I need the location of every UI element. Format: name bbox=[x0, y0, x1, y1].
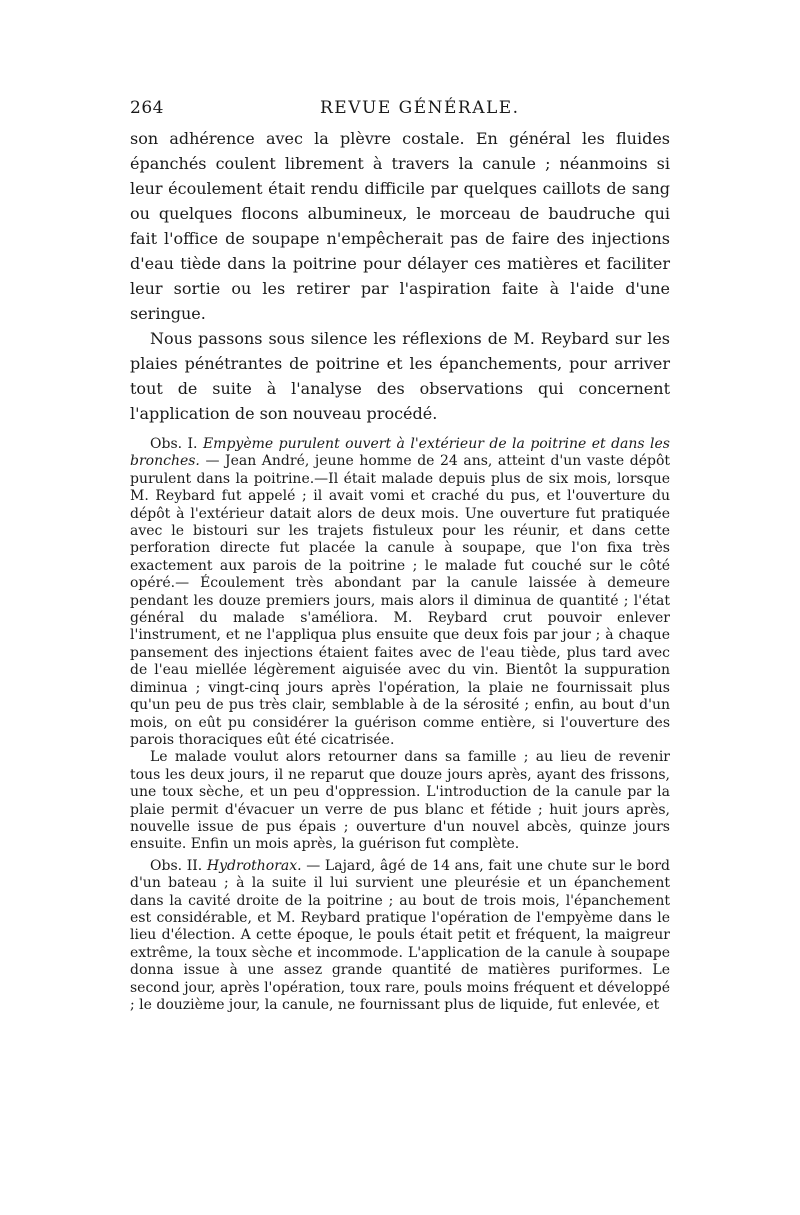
body-text bbox=[130, 126, 670, 1014]
obs2-title: Hydrothorax. bbox=[206, 857, 302, 874]
obs2-label: Obs. II. bbox=[150, 857, 203, 874]
obs1-title: Empyème purulent ouvert à l'extérieur de la poitrine et dans les bronches. bbox=[130, 436, 670, 470]
paragraph-continuation: son adhérence avec la plèvre costale. En général les fluides épanchés coulent librement à travers la canule ; néanmoins si leur écoulement était rendu difficile par quelques caillots de sang ou quelques flocons albumineux, le morceau de baudruche qui fait l'office de soupape n'empêcherait pas de faire des injections d'eau tiède dans la poitrine pour délayer ces matières et faciliter leur sortie ou les retirer par l'aspiration faite à l'aide d'une seringue. bbox=[130, 129, 670, 323]
observation-2 bbox=[130, 858, 670, 1015]
obs2-text: — Lajard, âgé de 14 ans, fait une chute sur le bord d'un bateau ; à la suite il lui survient une pleurésie et un épanchement dans la cavité droite de la poitrine ; au bout de trois mois, l'épanchement est considérable, et M. Reybard pratique l'opération de l'empyème dans le lieu d'élection. A cette époque, le pouls était petit et fréquent, la maigreur extrême, la toux sèche et incommode. L'application de la canule à soupape donna issue à une assez grande quantité de matières puriformes. Le second jour, après l'opération, toux rare, pouls moins fréquent et développé ; le douzième jour, la canule, ne fournissant plus de liquide, fut enlevée, et bbox=[130, 857, 671, 1013]
obs1-label: Obs. I. bbox=[150, 436, 198, 452]
obs1-text: — Jean André, jeune homme de 24 ans, atteint d'un vaste dépôt purulent dans la poitrine.—Il était malade depuis plus de six mois, lorsque M. Reybard fut appelé ; il avait vomi et craché du pus, et l'ouverture du dépôt à l'extérieur datait alors de deux mois. Une ouverture fut pratiquée avec le bistouri sur les trajets fistuleux pour les réunir, et dans cette perforation directe fut placée la canule à soupape, que l'on fixa très exactement aux parois de la poitrine ; le malade fut couché sur le côté opéré.— Écoulement très abondant par la canule laissée à demeure pendant les douze premiers jours, mais alors il diminua de quantité ; l'état général du malade s'améliora. M. Reybard crut pouvoir enlever l'instrument, et ne l'appliqua plus ensuite que deux fois par jour ; à chaque pansement des injections étaient faites avec de l'eau tiède, plus tard avec de l'eau miellée légèrement aiguisée avec du vin. Bientôt la suppuration diminua ; vingt-cinq jours après l'opération, la plaie ne fournissait plus qu'un peu de pus très clair, semblable à de la sérosité ; enfin, au bout d'un mois, on eût pu considérer la guérison comme entière, si l'ouverture des parois thoraciques eût été cicatrisée. bbox=[130, 453, 671, 748]
running-title: REVUE GÉNÉRALE. bbox=[320, 98, 520, 118]
page-number: 264 bbox=[130, 98, 164, 118]
observation-1-continued: Le malade voulut alors retourner dans sa famille ; au lieu de revenir tous les deux jours, il ne reparut que douze jours après, ayant des frissons, une toux sèche, et un peu d'oppression. L'introduction de la canule par la plaie permit d'évacuer un verre de pus blanc et fétide ; huit jours après, nouvelle issue de pus épais ; ouverture d'un nouvel abcès, quinze jours ensuite. Enfin un mois après, la guérison fut complète. bbox=[130, 749, 670, 853]
spacer bbox=[130, 426, 670, 436]
paragraph-reflexions: Nous passons sous silence les réflexions de M. Reybard sur les plaies pénétrantes de poitrine et les épanchements, pour arriver tout de suite à l'analyse des observations qui concernent l'application de son nouveau procédé. bbox=[130, 329, 670, 423]
observation-1 bbox=[130, 436, 670, 749]
running-header bbox=[130, 98, 670, 126]
